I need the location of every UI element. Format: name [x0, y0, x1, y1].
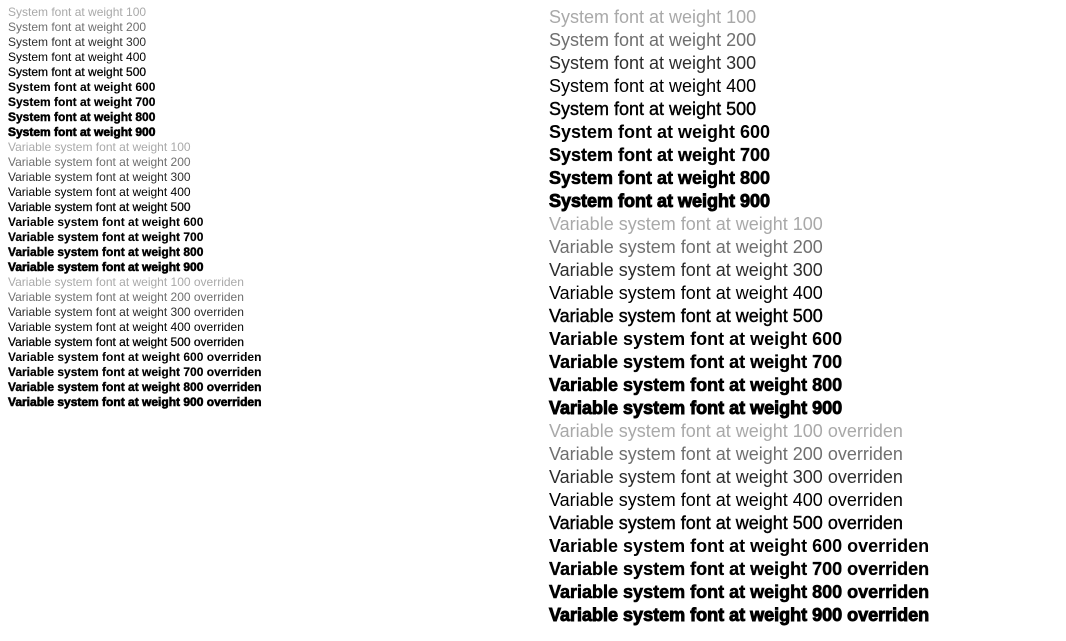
weight-sample-line: Variable system font at weight 400 overriden: [8, 320, 244, 334]
weight-sample-line: Variable system font at weight 900: [549, 398, 843, 418]
weight-sample-line: Variable system font at weight 400: [549, 283, 823, 303]
weight-sample-line: Variable system font at weight 200 overriden: [8, 290, 244, 304]
weight-sample-line: Variable system font at weight 100 overriden: [8, 275, 244, 289]
weight-sample-line: Variable system font at weight 300: [549, 260, 823, 280]
weight-sample-line: Variable system font at weight 900: [8, 260, 204, 274]
weight-sample-line: Variable system font at weight 500: [549, 306, 823, 326]
weight-sample-line: Variable system font at weight 900 overriden: [8, 395, 262, 409]
weight-sample-line: System font at weight 500: [549, 99, 757, 119]
weight-sample-line: System font at weight 300: [549, 53, 757, 73]
weight-sample-line: Variable system font at weight 400: [8, 185, 191, 199]
weight-sample-line: Variable system font at weight 600 overriden: [8, 350, 262, 364]
weight-sample-line: System font at weight 100: [549, 7, 757, 27]
weight-sample-line: Variable system font at weight 700: [549, 352, 843, 372]
weight-sample-line: Variable system font at weight 300 overriden: [8, 305, 244, 319]
weight-sample-line: System font at weight 100: [8, 5, 147, 19]
weight-sample-line: Variable system font at weight 500: [8, 200, 191, 214]
weight-sample-line: Variable system font at weight 700 overriden: [549, 559, 930, 579]
weight-sample-line: System font at weight 400: [549, 76, 757, 96]
weight-sample-line: Variable system font at weight 200 overriden: [549, 444, 903, 464]
weight-sample-line: System font at weight 300: [8, 35, 147, 49]
weight-sample-line: System font at weight 900: [549, 191, 771, 211]
weight-sample-line: Variable system font at weight 700 overriden: [8, 365, 262, 379]
weight-sample-line: System font at weight 900: [8, 125, 156, 139]
weight-sample-line: Variable system font at weight 200: [8, 155, 191, 169]
weight-sample-line: Variable system font at weight 700: [8, 230, 204, 244]
weight-sample-line: Variable system font at weight 100: [549, 214, 823, 234]
weight-sample-line: Variable system font at weight 800: [8, 245, 204, 259]
font-sample-column-small: [8, 5, 261, 410]
weight-sample-line: Variable system font at weight 100: [8, 140, 191, 154]
weight-sample-line: Variable system font at weight 200: [549, 237, 823, 257]
weight-sample-line: Variable system font at weight 500 overriden: [549, 513, 903, 533]
weight-sample-line: Variable system font at weight 600 overriden: [549, 536, 930, 556]
weight-sample-line: System font at weight 700: [8, 95, 156, 109]
weight-sample-line: Variable system font at weight 800 overriden: [549, 582, 930, 602]
weight-sample-line: System font at weight 200: [549, 30, 757, 50]
weight-sample-line: System font at weight 800: [549, 168, 771, 188]
weight-sample-line: Variable system font at weight 900 overriden: [549, 605, 930, 625]
weight-sample-line: System font at weight 200: [8, 20, 147, 34]
weight-sample-line: System font at weight 500: [8, 65, 147, 79]
weight-sample-line: Variable system font at weight 400 overriden: [549, 490, 903, 510]
weight-sample-line: Variable system font at weight 600: [549, 329, 843, 349]
weight-sample-line: System font at weight 400: [8, 50, 147, 64]
weight-sample-line: System font at weight 700: [549, 145, 771, 165]
weight-sample-line: Variable system font at weight 300 overriden: [549, 467, 903, 487]
weight-sample-line: System font at weight 800: [8, 110, 156, 124]
font-sample-column-large: [549, 6, 929, 627]
weight-sample-line: System font at weight 600: [8, 80, 156, 94]
weight-sample-line: System font at weight 600: [549, 122, 771, 142]
weight-sample-line: Variable system font at weight 600: [8, 215, 204, 229]
weight-sample-line: Variable system font at weight 800: [549, 375, 843, 395]
weight-sample-line: Variable system font at weight 300: [8, 170, 191, 184]
weight-sample-line: Variable system font at weight 100 overriden: [549, 421, 903, 441]
weight-sample-line: Variable system font at weight 500 overriden: [8, 335, 244, 349]
weight-sample-line: Variable system font at weight 800 overriden: [8, 380, 262, 394]
